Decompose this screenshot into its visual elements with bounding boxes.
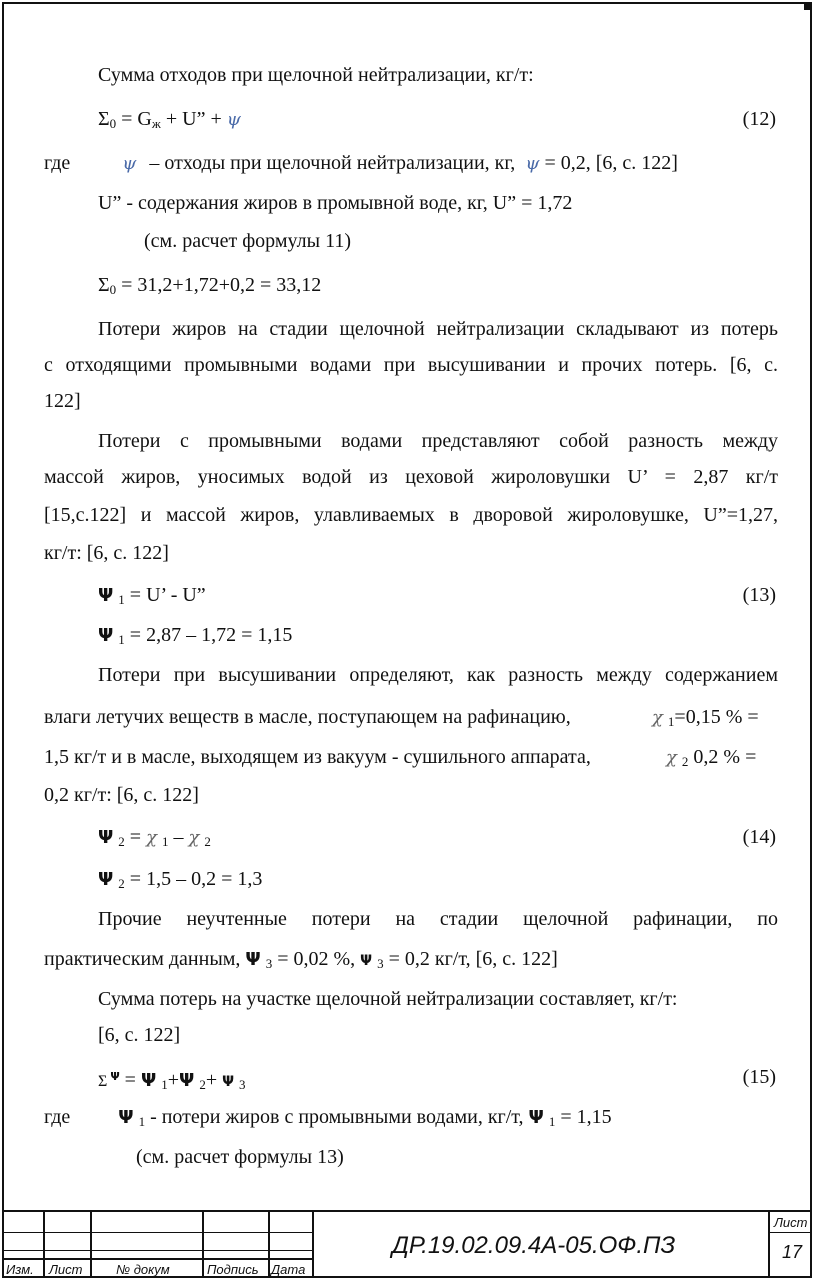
text-line-see-formula-13: (см. расчет формулы 13) (136, 1146, 344, 1168)
document-code: ДР.19.02.09.4А-05.ОФ.ПЗ (392, 1232, 676, 1259)
text-line-see-formula-11: (см. расчет формулы 11) (144, 230, 351, 252)
paragraph-5-line-1: Сумма потерь на участке щелочной нейтрализации составляет, кг/т: (98, 988, 678, 1010)
stamp-col-izm: Изм. (6, 1262, 34, 1277)
stamp-sheet-label: Лист (774, 1215, 808, 1230)
chi-symbol: χ (666, 747, 677, 768)
paragraph-2-line-4: кг/т: [6, с. 122] (44, 542, 169, 564)
paragraph-1-line-1: Потери жиров на стадии щелочной нейтрализации складывают из потерь (98, 318, 778, 340)
equation-number-12: (12) (742, 108, 776, 130)
paragraph-2-line-3: [15,с.122] и массой жиров, улавливаемых в дворовой жироловушке, U”=1,27, (44, 504, 778, 526)
psi-symbol: Ψ (245, 949, 261, 970)
psi-symbol: Ψ (179, 1070, 195, 1091)
paragraph-3-line-1: Потери при высушивании определяют, как разность между содержанием (98, 664, 778, 686)
formula-13-result: Ψ $_1$ = 2,87 – 1,72 = 1,15 (98, 624, 293, 647)
formula-14: Ψ $_2$ = χ $_1$ – χ $_2$ (98, 826, 211, 849)
psi-symbol: Ψ (140, 1070, 157, 1091)
paragraph-3-line-2: влаги летучих веществ в масле, поступающем на рафинацию, (44, 706, 571, 728)
psi-symbol: Ψ (98, 869, 114, 890)
equation-number-14: (14) (742, 826, 776, 848)
chi-symbol: χ (188, 827, 200, 848)
psi-symbol: ψ (226, 109, 241, 130)
paragraph-1-line-2: с отходящими промывными водами при высушивании и прочих потерь. [6, с. (44, 354, 778, 376)
paragraph-4-line-2: практическим данным, Ψ $_3$ = 0,02 %, Ψ $_3$ = 0,2 кг/т, [6, с. 122] (44, 948, 558, 971)
chi-symbol: χ (652, 707, 663, 728)
psi-symbol: Ψ (528, 1107, 544, 1128)
paragraph-4-line-1: Прочие неучтенные потери на стадии щелочной рафинации, по (98, 908, 778, 930)
title-block (2, 1210, 812, 1278)
text-line-sum-heading: Сумма отходов при щелочной нейтрализации, кг/т: (98, 64, 534, 86)
psi-symbol: Ψ (98, 625, 114, 646)
paragraph-3-line-3: 1,5 кг/т и в масле, выходящем из вакуум - сушильного аппарата, (44, 746, 591, 768)
psi-symbol: Ψ (360, 953, 373, 969)
psi-symbol: ψ (122, 153, 137, 174)
stamp-col-sign: Подпись (207, 1262, 259, 1277)
stamp-col-doc: № докум (116, 1262, 170, 1277)
psi-symbol: ψ (525, 153, 540, 174)
psi-symbol: Ψ (222, 1074, 235, 1090)
paragraph-1-line-3: 122] (44, 390, 81, 412)
text-line-u-content: U” - содержания жиров в промывной воде, кг, U” = 1,72 (98, 192, 573, 214)
paragraph-3-line-3-chi: χ $_2$ 0,2 % = (666, 746, 757, 769)
formula-12-result: $\Sigma_0 = 31,2+1,72+0,2 = 33,12$ (98, 274, 322, 297)
stamp-col-list: Лист (49, 1262, 83, 1277)
text-line-where-2: где Ψ $_1$ - потери жиров с промывными водами, кг/т, Ψ $_1$ = 1,15 (44, 1106, 612, 1129)
formula-14-result: Ψ $_2$ = 1,5 – 0,2 = 1,3 (98, 868, 263, 891)
formula-15: Σ $^\Psi$ = Ψ $_1$+Ψ $_2$+ Ψ $_3$ (98, 1069, 246, 1092)
corner-mark (804, 4, 810, 10)
text-line-where-1: где ψ – отходы при щелочной нейтрализации, кг, ψ = 0,2, [6, с. 122] (44, 152, 678, 174)
paragraph-3-line-2-chi: χ $_1$=0,15 % = (652, 706, 759, 729)
sheet-number: 17 (782, 1242, 803, 1262)
psi-symbol: Ψ (110, 1070, 120, 1083)
stamp-col-date: Дата (271, 1262, 306, 1277)
equation-number-13: (13) (742, 584, 776, 606)
equation-number-15: (15) (742, 1066, 776, 1088)
psi-symbol: Ψ (98, 585, 114, 606)
paragraph-3-line-4: 0,2 кг/т: [6, с. 122] (44, 784, 199, 806)
paragraph-5-line-2: [6, с. 122] (98, 1024, 181, 1046)
paragraph-2-line-2: массой жиров, уносимых водой из цеховой жироловушки U’ = 2,87 кг/т (44, 466, 778, 488)
paragraph-2-line-1: Потери с промывными водами представляют собой разность между (98, 430, 778, 452)
formula-13: Ψ $_1$ = U’ - U” (98, 584, 206, 607)
psi-symbol: Ψ (118, 1107, 134, 1128)
psi-symbol: Ψ (98, 827, 114, 848)
formula-12: $\Sigma_0 = G_ж + U$” + ψ (98, 108, 241, 131)
chi-symbol: χ (146, 827, 157, 848)
